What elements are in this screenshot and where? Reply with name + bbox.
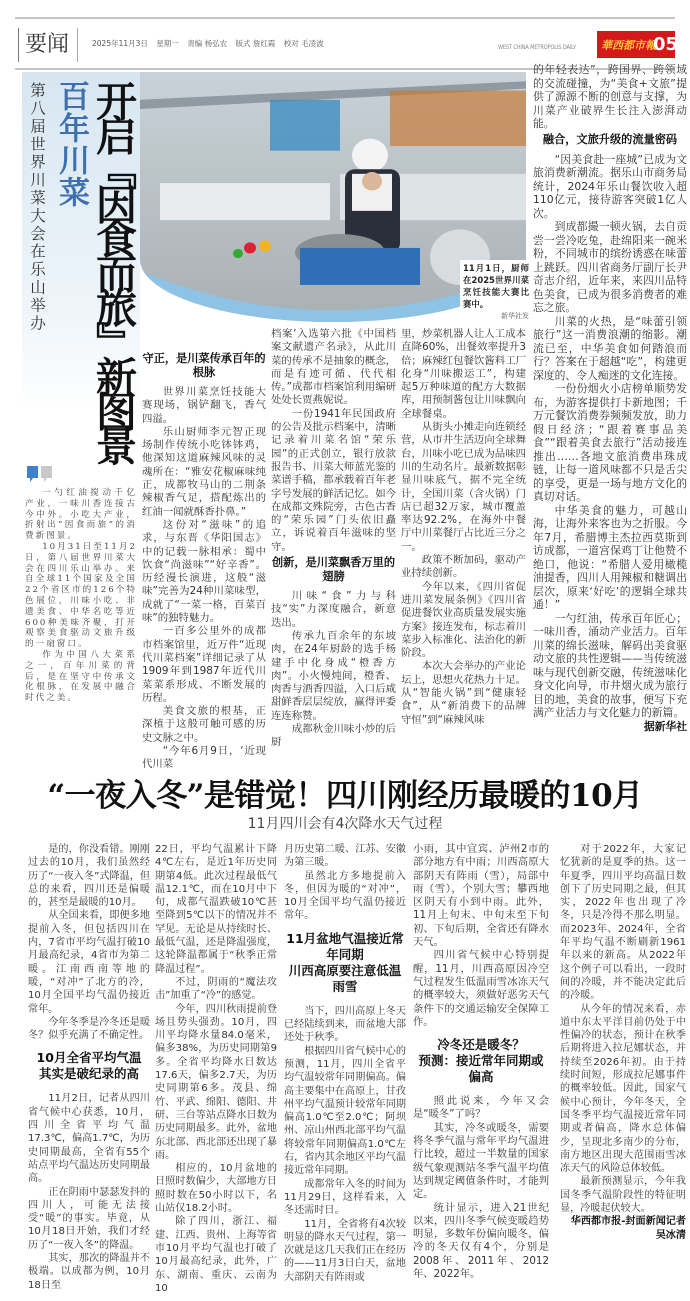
paragraph: 一百多公里外的成都市档案馆里，近万件“近现代川菜档案”详细记录了从1909年到1987年近代川菜菜系形成、不断发展的历程。 (142, 625, 266, 704)
paragraph: 四川省气候中心特别提醒，11月，川西高原因冷空气过程发生低温雨雪冰冻天气的概率较大，须做好恶劣天气条件下的交通运输安全保障工作。 (413, 949, 549, 1028)
paragraph: 到成都撮一顿火锅，去自贡尝一尝冷吃兔，赴绵阳来一碗米粉，不同城市的缤纷诱惑在味蕾上跳跃。四川省商务厅副厅长尹奇志介绍，近年来，来四川品特色美食，已成为很多消费者的难忘之旅。 (533, 220, 687, 314)
subheading: 创新，是川菜飘香万里的翅膀 (271, 556, 396, 584)
paragraph: 传承九百余年的东坡肉，在24年厨龄的选手杨建手中化身成“橙香方肉”。小火慢炖间，橙香、肉香与酒香四溢，入口后咸甜鲜香层层绽放，赢得评委连连称赞。 (271, 629, 396, 722)
weather-column-4 (413, 843, 549, 1281)
paragraph: 除了四川，浙江、福建、江西、贵州、上海等省市10月平均气温也打破了10月最高纪录，此外，广东、湖南、重庆、云南为10 (155, 1216, 277, 1294)
paragraph: 11月2日，记者从四川省气候中心获悉，10月，四川全省平均气温17.3℃，偏高1.7℃，为历史同期最高，全省有55个站点平均气温达历史同期最高。 (28, 1093, 150, 1185)
subheading: 守正，是川菜传承百年的根脉 (142, 352, 266, 379)
paragraph: 从街头小摊走向连锁经营，从市井生活迈向全球舞台，川味小吃已成为品味四川的生动名片。最新数据彰显川味底气，据不完全统计，全国川菜（含火锅）门店已超32万家，城市覆盖率达92.2%，在海外中餐厅中川菜餐厅占比近三分之一。 (401, 421, 526, 553)
photo-caption (460, 260, 529, 324)
paragraph: 政策不断加码，驱动产业持续创新。 (401, 554, 526, 580)
section-name: 要闻 (18, 28, 78, 62)
paragraph: 本次大会举办的产业论坛上，思想火花热力十足。从“智能火锅”到“健康轻食”，从“新消费下的品牌守恒”到“麻辣风味 (401, 660, 526, 726)
story-kicker: 第八届世界川菜大会在乐山举办 (28, 82, 46, 333)
paragraph: 从今年的情况来看，赤道中东太平洋目前仍处于中性偏冷的状态，预计在秋季后期将进入拉尼娜状态，并持续至2026年初。由于持续时间短，形成拉尼娜事件的概率较低。因此，国家气候中心预计，今年冬天，全国冬季平均气温接近常年同期或者偏高，降水总体偏少，呈现北多南少的分布，南方地区出现大范围雨雪冰冻天气的风险总体较低。 (560, 1003, 686, 1175)
paragraph: 今年以来，《四川省促进川菜发展条例》《四川省促进餐饮业高质量发展实施方案》接连发布，标志着川菜步入标准化、法治化的新阶段。 (401, 580, 526, 660)
paragraph: 成都秋金川味小炒的后厨 (271, 723, 396, 749)
paragraph: 一份1941年民国政府的公告及批示档案中，清晰记录着川菜名馆“荣乐园”的正式创立，银行放款报告书、川菜大师蓝光鉴的菜谱手稿，都承载着百年老字号发展的鲜活记忆。如今在成都文殊院旁，古色古香的“荣乐园”门头依旧矗立，诉说着百年滋味的坚守。 (271, 407, 396, 553)
weather-subheadline: 11月四川会有4次降水天气过程 (247, 816, 443, 832)
paragraph: “今年6月9日，‘近现代川菜 (142, 745, 266, 771)
paragraph: 虽然北方多地提前入冬，但因为暖的“对冲”，10月全国平均气温仍接近常年。 (284, 870, 406, 922)
paragraph: 根据四川省气候中心的预测，11月，四川全省平均气温较常年同期偏高。偏高主要集中在高原上，甘孜州平均气温预计较常年同期偏高1.0℃至2.0℃；阿坝州、凉山州西北部平均气温将较常年同期偏高1.0℃左右，省内其余地区平均气温接近常年同期。 (284, 1045, 406, 1177)
paragraph: “因美食赴一座城”已成为文旅消费新潮流。据乐山市商务局统计，2024年乐山餐饮收入超110亿元，接待游客突破1亿人次。 (533, 152, 687, 220)
subheading: 融合，文旅升级的流量密码 (542, 132, 678, 146)
paragraph: 22日，平均气温累计下降4℃左右，是近1年历史同期第4低。此次过程最低气温12.1℃，而在10月中下旬，成都气温跌破10℃甚至降到5℃以下的情况并不罕见。无论是从持续时长、最低气温，还是降温强度，这轮降温都属于“秋季正常降温过程”。 (155, 844, 277, 975)
story-column-3 (401, 328, 526, 727)
paragraph: 统计显示，进入21世纪以来，四川冬季气候变暖趋势明显，多数年份偏向暖冬，偏冷的冬天仅有4个，分别是2008年、2011年、2012年、2022年。 (413, 1201, 549, 1281)
paragraph: 川菜的火热，是“味蕾引领旅行”这一消费浪潮的缩影。潮流已至，中华美食如何踏浪而行？答案在于超越“吃”，构建更深度的、令人痴迷的文化连接。 (533, 314, 687, 382)
paragraph: 正在阴雨中瑟瑟发抖的四川人，可能无法接受“暖”的事实。毕竟，从10月18日开始，我们才经历了“一夜入冬”的降温。 (28, 1186, 150, 1251)
layout-credit: 版式 詹红霞 (235, 39, 276, 48)
editor-credit: 责编 杨弘农 (187, 39, 228, 48)
subheading: 11月盆地气温接近常年同期 川西高原要注意低温雨雪 (286, 930, 404, 994)
paragraph: 当下，四川高原上冬天已经陆续到来，而盆地大部还处于秋季。 (284, 1005, 406, 1044)
paragraph: 11月，全省将有4次较明显的降水天气过程，第一次就是这几天我们正在经历的——11月3日白天，盆地大部阴天有阵雨或 (284, 1218, 406, 1283)
photo-credit: 新华社发 (501, 312, 529, 320)
paragraph: 一勺红油，传承百年匠心；一味川香，涌动产业活力。百年川菜的绵长滋味，解码出美食驱动文旅的共性逻辑——当传统滋味与现代创新交融，传统滋味化身文化向导，市井烟火成为旅行目的地，美食的故事，便写下充满产业活力与文化魅力的新篇。 (533, 611, 687, 719)
paragraph: 其实，那次的降温并不极端。以成都为例，10月18日至 (28, 1253, 150, 1291)
weather-column-2 (155, 843, 277, 1295)
paragraph: 从全国来看，即便多地提前入冬，但包括四川在内，7省市平均气温打破10月最高纪录，4省市为第二暖。江南西南等地的暖，“对冲”了北方的冷，10月全国平均气温仍接近常年。 (28, 910, 150, 1015)
paragraph: 档案’入选第六批《中国档案文献遗产名录》，从此川菜的传承不是抽象的概念，而是有迹可循、代代相传。”成都市档案馆利用编研处处长贾燕妮说。 (271, 328, 396, 407)
paragraph: 这份对“滋味”的追求，与东晋《华阳国志》中的记载一脉相承：蜀中饮食“尚滋味”“好辛香”。历经漫长演进，这般“滋味”完善为24种川菜味型，成就了“一菜一格，百菜百味”的独特魅力。 (142, 518, 266, 625)
paragraph: 成都常年入冬的时间为11月29日，这样看来，入冬还需时日。 (284, 1178, 406, 1217)
paper-logo-name: 華西都市報 (601, 38, 656, 52)
paragraph: 乐山厨师李元智正现场制作传统小吃钵钵鸡，他深知这道麻辣风味的灵魂所在：“雅安花椒麻味纯正，成都牧马山的二荆条辣椒香气足，搭配炼出的红油一闻就酥香扑鼻。” (142, 425, 266, 518)
paragraph: 作为中国八大菜系之一，百年川菜的背后，是在坚守中传承文化根脉，在发展中融合时代之美。 (25, 649, 137, 704)
weather-column-5 (560, 843, 686, 1242)
byline: 华西都市报-封面新闻记者 吴冰清 (570, 1216, 686, 1241)
paragraph: 月历史第二暖、江苏、安徽为第三暖。 (284, 844, 406, 869)
paragraph: 一勺红油搅动千亿产业，一味川香连接古今中外。小吃大产业，折射出“因食而旅”的消费新图景。 (25, 488, 137, 542)
paragraph: 一份份烟火小店榜单顺势发布，为游客提供打卡新地图；千万元餐饮消费券频频发放，助力假日经济；“跟着赛事品美食”“跟着美食去旅行”活动接连推出……各地文旅消费串珠成链，让每一道风味都不只是舌尖的享受，更是一场与地方文化的真切对话。 (533, 382, 687, 503)
quote-marks-icon (27, 466, 53, 487)
paragraph: 美食文旅的根基，正深植于这般可触可感的历史文脉之中。 (142, 705, 266, 744)
subheading: 10月全省平均气温 其实是破纪录的高 (36, 1050, 142, 1082)
paper-logo (597, 31, 679, 58)
weather-headline: “一夜入冬”是错觉！四川刚经历最暖的10月 (47, 778, 643, 814)
paragraph: 的年轻表达”，跨国界、跨领域的交流碰撞，为“美食+文旅”提供了源源不断的创意与支撑，为川菜产业破界生长注入澎湃动能。 (533, 63, 687, 130)
paragraph: 相应的，10月盆地的日照时数偏少，大部地方日照时数在50小时以下，名山站仅18.2小时。 (155, 1163, 277, 1215)
paragraph: 是的，你没看错。刚刚过去的10月，我们虽然经历了“一夜入冬”式降温，但总的来看，四川还是偏暖的，甚至是最暖的10月。 (28, 844, 150, 909)
paragraph: 最新预测显示，今年我国冬季气温阶段性的特征明显，冷暖起伏较大。 (560, 1176, 686, 1215)
paragraph: 小雨，其中宜宾、泸州2市的部分地方有中雨；川西高原大部阴天有阵雨（雪），局部中雨（雪），个别大雪；攀西地区阴天有小到中雨。此外，11月上旬末、中旬末至下旬初、下旬后期，全省还有降水天气。 (413, 843, 549, 949)
paragraph: 里，炒菜机器人让人工成本直降60%，出餐效率提升3倍；麻辣红包餐饮酱料工厂化身“川味搬运工”，构建起5万种味道的配方大数据库，用预制酱包让川味飘向全球餐桌。 (401, 328, 526, 420)
paper-english-name: WEST CHINA METROPOLIS DAILY (498, 43, 577, 51)
page-meta (92, 38, 330, 49)
page-number: 05 (653, 34, 679, 55)
paragraph: 不过，阴雨的“魔法攻击”加重了“冷”的感觉。 (155, 976, 277, 1002)
header-top-rule (15, 17, 675, 19)
paragraph: 照此说来，今年又会是“暖冬”了吗？ (413, 1095, 549, 1121)
paragraph: 对于2022年，大家记忆犹新的是夏季的热。这一年夏季，四川平均高温日数创下了历史同期之最，但其实，2022年也出现了冷冬，只是冷得不那么明显。而2023年、2024年，全省年平均气温不断刷新1961年以来的新高。从2022年这个例子可以看出，一段时间的冷暖，并不能决定此后的冷暖。 (560, 844, 686, 1002)
paragraph: 中华美食的魅力，可越山海，让海外来客也为之折服。今年7月，希腊博主杰拉西莫斯到访成都，一道宫保鸡丁让他赞不绝口，他说：“希腊人爱用橄榄油提香，四川人用辣椒和糖调出层次，原来‘好吃’的逻辑全球共通！” (533, 503, 687, 611)
story-column-4 (533, 63, 687, 733)
paragraph: 今年，四川秋雨提前登场且势头强劲。10月，四川平均降水量84.0毫米，偏多38%，为历史同期第9多。全省平均降水日数达17.6天，偏多2.7天，为历史同期第6多。茂县、绵竹、平武、绵阳、德阳、井研、三台等站点降水日数为历史同期最多。此外，盆地东北部、西北部还出现了暴雨。 (155, 1003, 277, 1161)
story-column-1 (142, 350, 266, 772)
photo-caption-text: 11月1日，厨师在2025世界川菜烹饪技能大赛比赛中。 (463, 263, 529, 309)
byline: 据新华社 (643, 719, 687, 733)
weather-column-3 (284, 843, 406, 1284)
issue-date: 2025年11月3日 (92, 39, 148, 48)
issue-weekday: 星期一 (156, 39, 179, 48)
story-main-title: 开启『因食而旅』新图景 (89, 80, 137, 460)
subheading: 冷冬还是暖冬？ 预测：接近常年同期或偏高 (418, 1037, 544, 1085)
story-column-2 (271, 328, 396, 750)
paragraph: 川味“食”力与科技“实”力深度融合，新意迭出。 (271, 590, 396, 629)
paragraph: 世界川菜烹饪技能大赛现场，锅铲翻飞，香气四溢。 (142, 386, 266, 425)
paragraph: 10月31日至11月2日，第八届世界川菜大会在四川乐山举办。来自全球11个国家及全国22个省区市的126个特色展位，川味小吃、非遗美食、中华名吃等近600种美味齐聚，打开观察美食驱动文旅升级的一扇窗口。 (25, 541, 137, 650)
story-blue-title: 百年川菜 (53, 80, 89, 208)
paragraph: 今年冬季是冷冬还是暖冬？似乎充满了不确定性。 (28, 1016, 150, 1042)
paragraph: 其实，冷冬或暖冬，需要将冬季气温与常年平均气温进行比较，超过一半数量的国家级气象观测站冬季气温平均值达到规定阈值条件时，才能判定。 (413, 1121, 549, 1201)
story-summary (25, 488, 137, 704)
weather-column-1 (28, 843, 150, 1292)
proof-credit: 校对 毛凌波 (283, 39, 324, 48)
